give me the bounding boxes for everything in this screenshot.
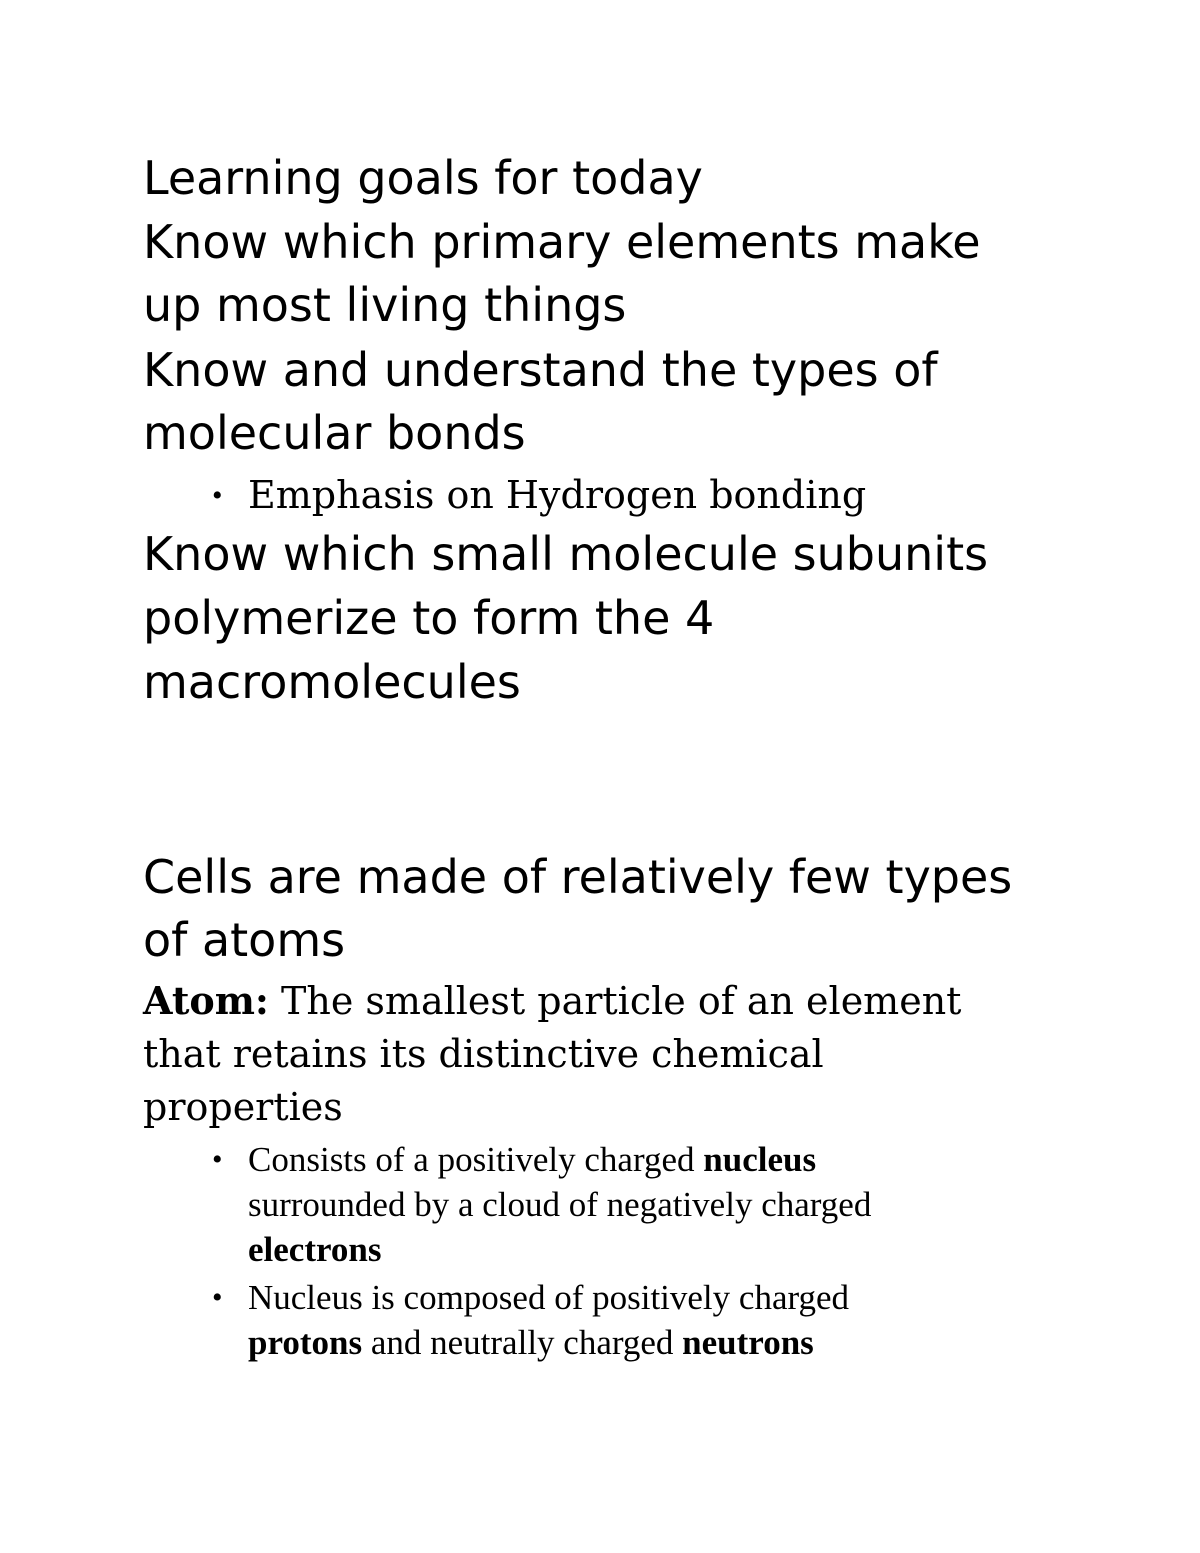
cells-heading-line-2: of atoms bbox=[143, 913, 346, 967]
bullet-marker: • bbox=[212, 1281, 223, 1314]
atom-definition-line-1 bbox=[143, 978, 961, 1024]
goal-3-line-3: macromolecules bbox=[143, 655, 521, 709]
term-nucleus: nucleus bbox=[703, 1140, 817, 1179]
learning-goals-title: Learning goals for today bbox=[143, 151, 703, 205]
bullet-1-text-a: Consists of a positively charged bbox=[248, 1140, 704, 1179]
bullet-2-line-2 bbox=[248, 1321, 814, 1365]
bullet-1-line-2: surrounded by a cloud of negatively charged bbox=[248, 1185, 872, 1224]
goal-2-bullet: Emphasis on Hydrogen bonding bbox=[248, 473, 867, 517]
atom-definition-line-3: properties bbox=[143, 1085, 343, 1129]
goal-2-line-2: molecular bonds bbox=[143, 406, 526, 460]
atom-definition-text: The smallest particle of an element bbox=[268, 979, 962, 1023]
term-protons: protons bbox=[248, 1323, 363, 1362]
atom-definition-line-2: that retains its distinctive chemical bbox=[143, 1032, 824, 1076]
bullet-2-text-c: and neutrally charged bbox=[362, 1323, 683, 1362]
term-electrons: electrons bbox=[248, 1230, 382, 1269]
bullet-marker: • bbox=[212, 1143, 223, 1176]
goal-3-line-2: polymerize to form the 4 bbox=[143, 591, 715, 645]
atom-term: Atom: bbox=[143, 978, 269, 1023]
bullet-1-line-3 bbox=[248, 1228, 381, 1272]
bullet-1-line-1 bbox=[248, 1138, 816, 1182]
goal-3-line-1: Know which small molecule subunits bbox=[143, 527, 989, 581]
goal-2-line-1: Know and understand the types of bbox=[143, 343, 938, 397]
bullet-2-line-1: Nucleus is composed of positively charged bbox=[248, 1278, 850, 1317]
term-neutrons: neutrons bbox=[682, 1323, 814, 1362]
cells-heading-line-1: Cells are made of relatively few types bbox=[143, 850, 1013, 904]
goal-1-line-2: up most living things bbox=[143, 278, 627, 332]
goal-1-line-1: Know which primary elements make bbox=[143, 215, 981, 269]
bullet-marker: • bbox=[212, 479, 223, 512]
